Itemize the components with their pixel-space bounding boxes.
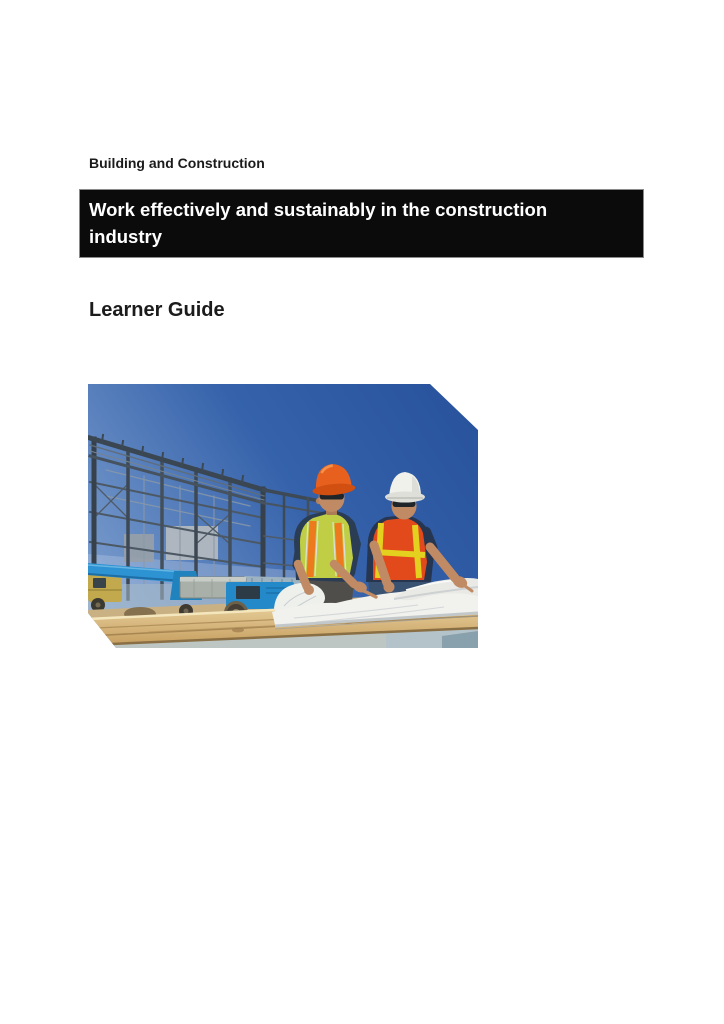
title-line-2: industry — [89, 226, 162, 247]
title-banner — [79, 189, 644, 258]
category-heading: Building and Construction — [89, 155, 265, 171]
construction-site-illustration — [88, 384, 478, 648]
title-line-1: Work effectively and sustainably in the construction — [89, 199, 548, 220]
cover-photo — [88, 384, 478, 648]
subtitle-learner-guide: Learner Guide — [89, 299, 225, 321]
